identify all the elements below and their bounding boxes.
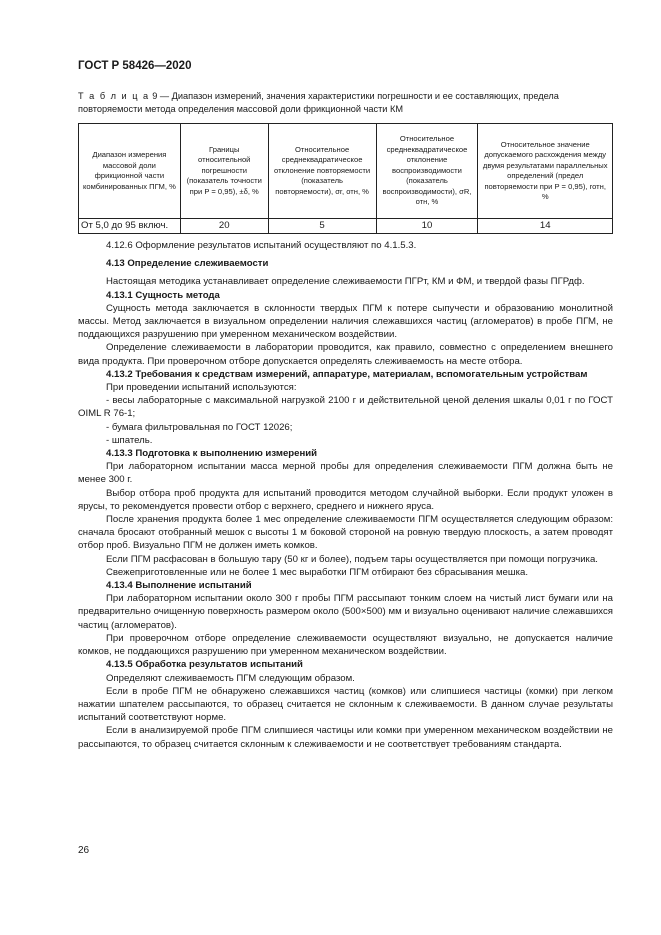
table-header-cell: Границы относительной погрешности (показатель точности при P = 0,95), ±δ, % (180, 124, 268, 219)
section-heading: 4.13.3 Подготовка к выполнению измерений (106, 448, 318, 460)
document-header: ГОСТ Р 58426—2020 (78, 60, 192, 72)
table-header-cell: Диапазон измерения массовой доли фрикционной части комбинированных ПГМ, % (79, 124, 181, 219)
section-heading: 4.13.4 Выполнение испытаний (106, 580, 252, 592)
paragraph: Если в анализируемой пробе ПГМ слипшиеся частицы или комки при умеренном механическом воздействии не рассыпаются, то образец считается склонным к слеживаемости и не соответствует требованиям стандарта. (78, 725, 613, 750)
table-header-cell: Относительное среднеквадратическое отклонение повторяемости (показатель повторяемости), σr, отн, % (268, 124, 376, 219)
document-body (78, 239, 613, 751)
table-cell: 5 (268, 219, 376, 234)
table-header-cell: Относительное среднеквадратическое отклонение воспроизводимости (показатель воспроизводимости), σR, отн, % (376, 124, 478, 219)
section-heading: 4.13.1 Сущность метода (106, 289, 220, 301)
paragraph: При проведении испытаний используются: (106, 382, 297, 394)
section-heading: 4.13 Определение слеживаемости (106, 258, 269, 270)
paragraph: При лабораторном испытании масса мерной пробы для определения слеживаемости ПГМ должна быть не менее 300 г. (78, 461, 613, 486)
section-heading: 4.13.5 Обработка результатов испытаний (106, 659, 303, 671)
page-number: 26 (78, 845, 90, 856)
paragraph: Сущность метода заключается в склонности твердых ПГМ к потере сыпучести и образованию монолитной массы. Метод заключается в визуальном определении наличия слежавшихся частиц (агломератов) в пробе ПГМ, не поддающихся разрушению при умеренном механическом воздействии. (78, 302, 613, 341)
paragraph: Свежеприготовленные или не более 1 мес выработки ПГМ отбирают без сбрасывания мешка. (106, 566, 528, 578)
section-heading: 4.13.2 Требования к средствам измерений, аппаратуре, материалам, вспомогательным устройствам (106, 368, 588, 380)
paragraph: Если ПГМ расфасован в большую тару (50 кг и более), подъем тары осуществляется при помощи погрузчика. (106, 553, 598, 565)
paragraph: Выбор отбора проб продукта для испытаний проводится методом случайной выборки. Если продукт уложен в ярусы, то рекомендуется провести отбор с верхнего, среднего и нижнего яруса. (78, 487, 613, 512)
paragraph: Определение слеживаемости в лаборатории проводится, как правило, совместно с определением внешнего вида продукта. При проверочном отборе допускается определять слеживаемость на месте отбора. (78, 342, 613, 367)
paragraph: Настоящая методика устанавливает определение слеживаемости ПГРт, КМ и ФМ, и твердой фазы ПГРдф. (106, 276, 585, 288)
paragraph: Если в пробе ПГМ не обнаружено слежавшихся частиц (комков) или слипшиеся частицы (комки) при легком нажатии шпателем рассыпаются, то образец считается не склонным к слеживаемости. В данном случае результаты испытаний соответствуют норме. (78, 685, 613, 724)
measurement-table (78, 123, 613, 234)
list-item: - шпатель. (106, 434, 153, 446)
paragraph: После хранения продукта более 1 мес определение слеживаемости ПГМ осуществляется следующим образом: сначала бросают отобранный мешок с высоты 1 м боковой стороной на ровную твердую плоскость, а затем проводят отбор проб. Визуально ПГМ не должен иметь комков. (78, 514, 613, 552)
table-caption-label: Т а б л и ц а (78, 91, 150, 101)
table-cell: 10 (376, 219, 478, 234)
table-cell: 20 (180, 219, 268, 234)
table-header-row (79, 124, 613, 219)
table-header-cell: Относительное значение допускаемого расхождения между двумя результатами параллельных определений (предел повторяемости при P = 0,95), rотн, % (478, 124, 613, 219)
table-caption-text: 9 — Диапазон измерений, значения характеристики погрешности и ее составляющих, предела повторяемости метода определения массовой доли фрикционной части КМ (78, 91, 559, 114)
paragraph: 4.12.6 Оформление результатов испытаний осуществляют по 4.1.5.3. (106, 240, 417, 251)
list-item: - бумага фильтровальная по ГОСТ 12026; (106, 421, 293, 433)
list-item: - весы лабораторные с максимальной нагрузкой 2100 г и действительной ценой деления шкалы 0,01 г по ГОСТ OIML R 76-1; (78, 395, 613, 420)
paragraph: Определяют слеживаемость ПГМ следующим образом. (106, 672, 355, 684)
paragraph: При проверочном отборе определение слеживаемости осуществляют визуально, не допускается наличие комков, не поддающихся разрушению при умеренном механическом воздействии. (78, 632, 613, 658)
paragraph: При лабораторном испытании около 300 г пробы ПГМ рассыпают тонким слоем на чистый лист бумаги или на предварительно очищенную поверхность размером около (500×500) мм и визуально оценивают наличие слежавшихся частиц (агломератов). (78, 593, 613, 631)
table-caption (78, 90, 614, 116)
table-row (79, 219, 613, 234)
table-cell: 14 (478, 219, 613, 234)
table-cell: От 5,0 до 95 включ. (79, 219, 181, 234)
